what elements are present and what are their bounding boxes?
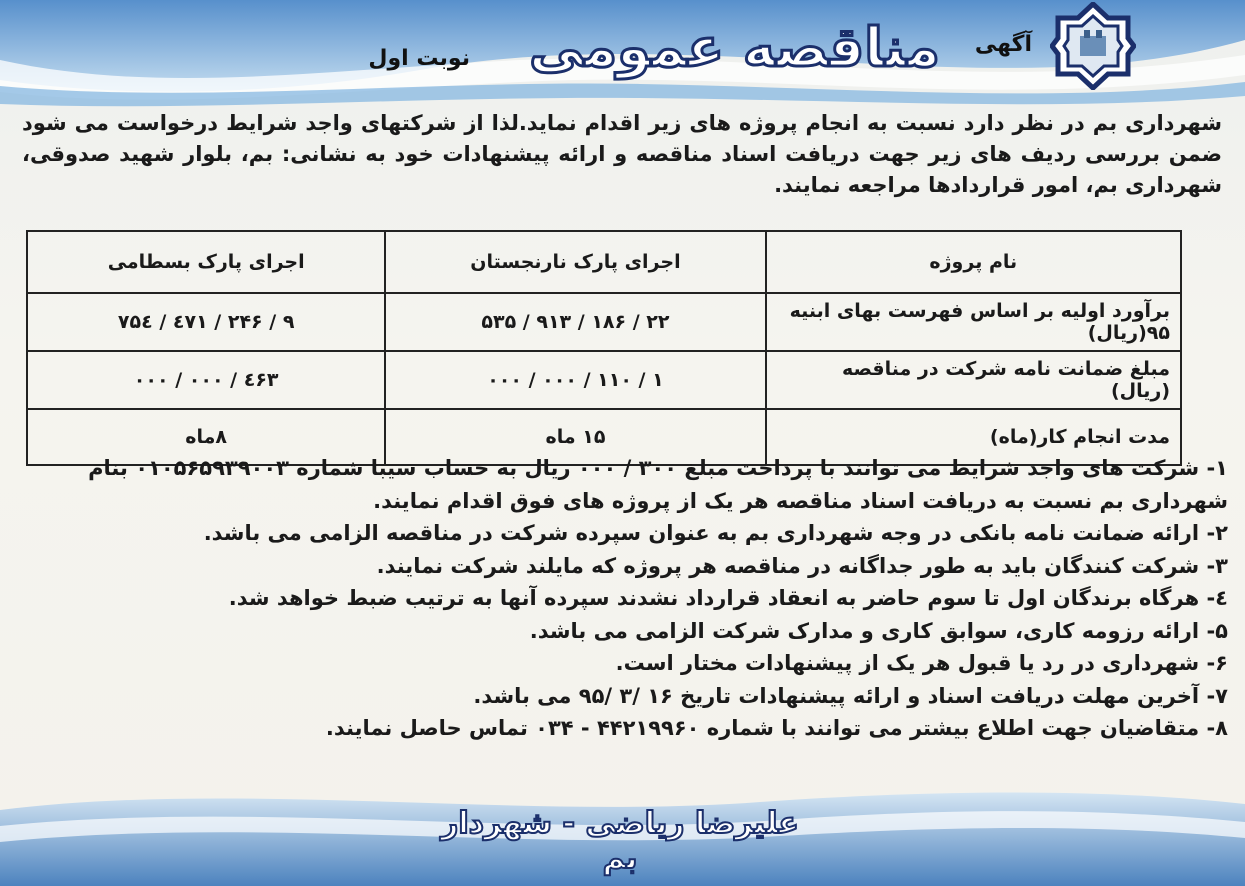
- row-label: مبلغ ضمانت نامه شرکت در مناقصه (ریال): [766, 351, 1181, 409]
- cell-value: ۸ماه: [27, 409, 385, 465]
- row-label: برآورد اولیه بر اساس فهرست بهای ابنیه ۹۵(ریال): [766, 293, 1181, 351]
- intro-paragraph: شهرداری بم در نظر دارد نسبت به انجام پروژه های زیر اقدام نماید.لذا از شرکتهای واجد شرایط درخواست می شود ضمن بررسی ردیف های زیر جهت دریافت اسناد مناقصه و ارائه پیشنهادات خود به نشانی: بم، بلوار شهید صدوقی، شهرداری بم، امور قراردادها مراجعه نمایند.: [22, 111, 1222, 197]
- pre-title: آگهی: [974, 32, 1032, 57]
- signature: علیرضا ریاضی - شهردار بم: [441, 806, 799, 876]
- row-label: مدت انجام کار(ماه): [766, 409, 1181, 465]
- header-narenjestan: اجرای پارک نارنجستان: [385, 231, 765, 293]
- cell-value: ۱۵ ماه: [385, 409, 765, 465]
- round-label: نوبت اول: [368, 46, 470, 71]
- list-item: ۶- شهرداری در رد یا قبول هر یک از پیشنهادات مختار است.: [615, 651, 1228, 675]
- municipality-logo-icon: [1050, 2, 1136, 90]
- list-item: ٤- هرگاه برندگان اول تا سوم حاضر به انعقاد قرارداد نشدند سپرده آنها به ترتیب ضبط خواهد شد.: [228, 586, 1228, 610]
- cell-value: ۱ / ۱۱۰ / ۰۰۰ / ۰۰۰: [385, 351, 765, 409]
- list-item: ۸- متقاضیان جهت اطلاع بیشتر می توانند با شماره ۴۴۲۱۹۹۶۰ - ۰۳۴ تماس حاصل نمایند.: [325, 716, 1228, 740]
- cell-value: ٤۶۳ / ۰۰۰ / ۰۰۰: [27, 351, 385, 409]
- table-header-row: [27, 231, 1181, 293]
- main-title: مناقصه عمومی: [529, 16, 940, 79]
- list-item: ۱- شرکت های واجد شرایط می توانند با پرداخت مبلغ ۳۰۰ / ۰۰۰ ریال به حساب سیبا شماره ۰۱۰۵۶۵۹۳۹۰۰۳ بنام شهرداری بم نسبت به دریافت اسناد مناقصه هر یک از پروژه های فوق اقدام نمایند.: [88, 456, 1228, 513]
- cell-value: ۲۲ / ۱۸۶ / ۹۱۳ / ۵۳۵: [385, 293, 765, 351]
- projects-table: [26, 230, 1182, 466]
- header-bastami: اجرای پارک بسطامی: [27, 231, 385, 293]
- table-row: [27, 293, 1181, 351]
- list-item: ۳- شرکت کنندگان باید به طور جداگانه در مناقصه هر پروژه که مایلند شرکت نمایند.: [376, 553, 1228, 578]
- list-item: ۵- ارائه رزومه کاری، سوابق کاری و مدارک شرکت الزامی می باشد.: [529, 618, 1228, 643]
- table-row: [27, 351, 1181, 409]
- header: [230, 10, 1050, 90]
- conditions-list: [22, 452, 1228, 745]
- cell-value: ۹ / ۲۴۶ / ٤۷۱ / ۷۵٤: [27, 293, 385, 351]
- list-item: ۷- آخرین مهلت دریافت اسناد و ارائه پیشنهادات تاریخ ۱۶ /۳ /۹۵ می باشد.: [473, 683, 1228, 708]
- header-project-name: نام پروژه: [766, 231, 1181, 293]
- list-item: ۲- ارائه ضمانت نامه بانکی در وجه شهرداری بم به عنوان سپرده شرکت در مناقصه الزامی می باشد.: [203, 521, 1228, 545]
